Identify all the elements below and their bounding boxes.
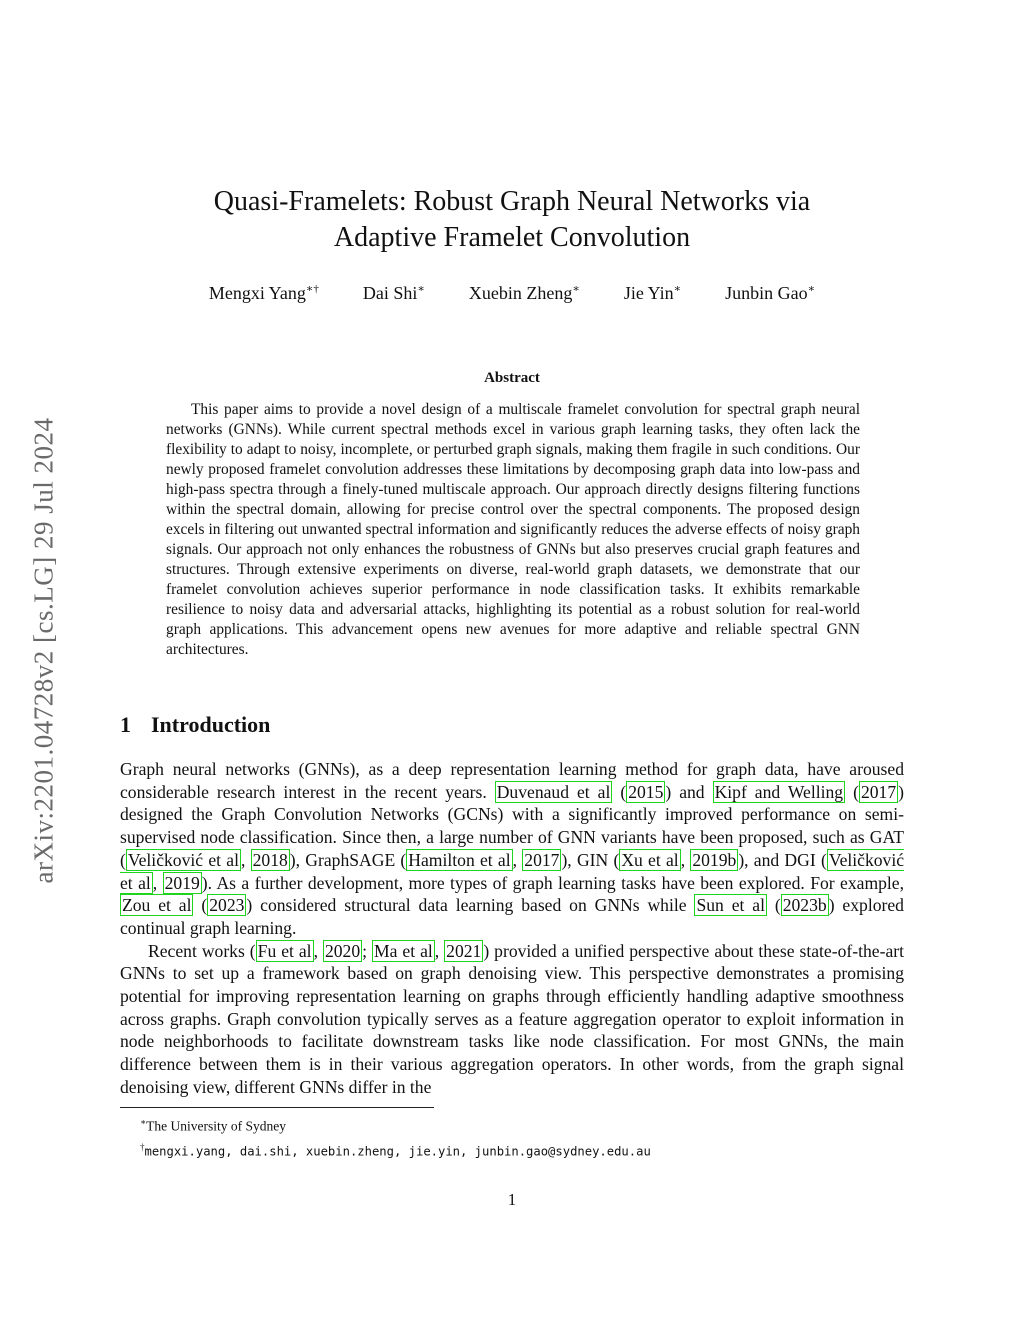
paragraph-text: (	[766, 895, 781, 916]
paragraph-text: Graph neural networks (GNNs), as a deep representation learning method for graph data, have aroused considerable research interest in the recent years.	[120, 759, 904, 802]
author-name: Junbin Gao	[725, 283, 808, 303]
paragraph-text: ) provided a unified perspective about these state-of-the-art GNNs to set up a framework based on graph denoising view. This perspective demonstrates a promising potential for improving representation learning on graphs through efficiently handling adaptive smoothness across graphs. Graph convolution typically serves as a feature aggregation operator to exploit information in node neighborhoods to facilitate downstream tasks like node classification. For most GNNs, the main difference between them is in their various aggregation operators. In other words, from the graph signal denoising view, different GNNs differ in the	[120, 940, 905, 1097]
paragraph-text: ) designed the Graph Convolution Networks (GCNs) with a significantly improved performance on semi-supervised node classification. Since then, a large number of GNN variants have been proposed, such as GAT (	[120, 781, 904, 870]
paragraph-text: ) explored continual graph learning.	[120, 895, 904, 938]
citation-link[interactable]: 2023b	[782, 895, 827, 916]
paragraph	[120, 940, 904, 1099]
author	[363, 282, 425, 304]
citation-link[interactable]: Xu et al	[621, 849, 679, 870]
abstract-text: This paper aims to provide a novel design of a multiscale framelet convolution for spectral graph neural networks (GNNs). While current spectral methods excel in various graph learning tasks, they often lack the flexibility to adapt to noisy, incomplete, or perturbed graph signals, making them fragile in such conditions. Our newly proposed framelet convolution addresses these limitations by decomposing graph data into low-pass and high-pass spectra through a finely-tuned multiscale approach. Our approach directly designs filtering functions within the spectral domain, allowing for precise control over the spectral components. The proposed design excels in filtering out unwanted spectral information and significantly reduces the adverse effects of noisy graph signals. Our approach not only enhances the robustness of GNNs but also preserves crucial graph features and structures. Through extensive experiments on diverse, real-world graph datasets, we demonstrate that our framelet convolution achieves superior performance in node classification tasks. It exhibits remarkable resilience to noisy data and adversarial attacks, highlighting its potential as a robust solution for real-world graph applications. This advancement opens new avenues for more adaptive and reliable spectral GNN architectures.	[166, 401, 860, 658]
citation-link[interactable]: 2020	[324, 940, 361, 961]
paragraph-text: (	[193, 895, 208, 916]
paragraph-text: ,	[313, 940, 323, 961]
citation-link[interactable]: 2019b	[692, 849, 737, 870]
author-name: Xuebin Zheng	[468, 283, 573, 303]
author-name: Dai Shi	[362, 283, 418, 303]
author-name: Jie Yin	[623, 283, 674, 303]
citation-link[interactable]: 2015	[628, 781, 664, 802]
citation-link[interactable]: Kipf and Welling	[714, 781, 844, 802]
section-title: Introduction	[151, 712, 271, 737]
citation-link[interactable]: Veličković et al	[127, 849, 239, 870]
paragraph-text: Recent works (	[148, 940, 256, 961]
paragraph-text: (	[612, 781, 627, 802]
title-line-1: Quasi-Framelets: Robust Graph Neural Networks via	[213, 186, 811, 217]
citation-link[interactable]: 2017	[860, 781, 897, 802]
footnote-mark: †	[140, 1141, 145, 1152]
author	[624, 282, 681, 304]
citation-link[interactable]: Ma et al	[374, 940, 433, 961]
author-mark: ∗	[807, 283, 816, 295]
paragraph-text: ), GIN (	[561, 849, 620, 870]
paragraph-text: ,	[152, 872, 163, 893]
author-name: Mengxi Yang	[208, 283, 306, 303]
arxiv-identifier-stamp	[18, 360, 70, 940]
paragraph-text: ) considered structural data learning based on GNNs while	[246, 895, 695, 916]
paragraph-text: ,	[434, 940, 445, 961]
paragraph-text: ,	[512, 849, 523, 870]
citation-link[interactable]: Duvenaud et al	[496, 781, 611, 802]
citation-link[interactable]: 2019	[164, 872, 200, 893]
citation-link[interactable]: 2018	[252, 849, 288, 870]
author	[725, 282, 815, 304]
citation-link[interactable]: Hamilton et al	[408, 849, 511, 870]
author	[469, 282, 580, 304]
section-number: 1	[120, 712, 131, 737]
footnote	[120, 1137, 904, 1162]
citation-link[interactable]: 2017	[524, 849, 560, 870]
page-number: 1	[507, 1190, 517, 1209]
author-mark: ∗	[417, 283, 425, 295]
citation-link[interactable]: Veličković et al	[120, 849, 905, 893]
author-mark: ∗†	[305, 283, 319, 295]
paper-title	[120, 184, 904, 256]
footnote-mark: ∗	[140, 1117, 147, 1127]
author	[209, 282, 319, 304]
author-list	[120, 282, 904, 304]
paragraph-text: ,	[680, 849, 691, 870]
footnote	[120, 1112, 904, 1137]
citation-link[interactable]: Fu et al	[257, 940, 312, 961]
abstract-body	[166, 400, 860, 660]
paragraph-text: ), and DGI (	[738, 849, 827, 870]
paragraph-text: ,	[240, 849, 251, 870]
citation-link[interactable]: 2023	[209, 895, 245, 916]
footnote-divider	[120, 1107, 434, 1108]
paragraph-text: ). As a further development, more types of graph learning tasks have been explored. For example,	[201, 872, 905, 893]
citation-link[interactable]: Sun et al	[696, 895, 765, 916]
arxiv-stamp-text: arXiv:2201.04728v2 [cs.LG] 29 Jul 2024	[28, 417, 59, 883]
citation-link[interactable]: 2021	[446, 940, 482, 961]
author-mark: ∗	[673, 283, 682, 295]
section-heading	[120, 712, 270, 738]
paragraph-text: ) and	[665, 781, 713, 802]
citation-link[interactable]: Zou et al	[122, 895, 192, 916]
author-mark: ∗	[572, 283, 580, 295]
title-line-2: Adaptive Framelet Convolution	[333, 222, 691, 253]
paragraph-text: (	[845, 781, 859, 802]
paragraph	[120, 758, 904, 940]
paragraph-text: ;	[362, 940, 372, 961]
introduction-body	[120, 758, 904, 1099]
paragraph-text: ), GraphSAGE (	[289, 849, 407, 870]
footnote-text: The University of Sydney	[146, 1118, 286, 1134]
abstract-heading: Abstract	[484, 370, 540, 386]
footnotes	[120, 1112, 904, 1161]
footnote-emails[interactable]: mengxi.yang, dai.shi, xuebin.zheng, jie.yin, junbin.gao@sydney.edu.au	[144, 1144, 651, 1158]
